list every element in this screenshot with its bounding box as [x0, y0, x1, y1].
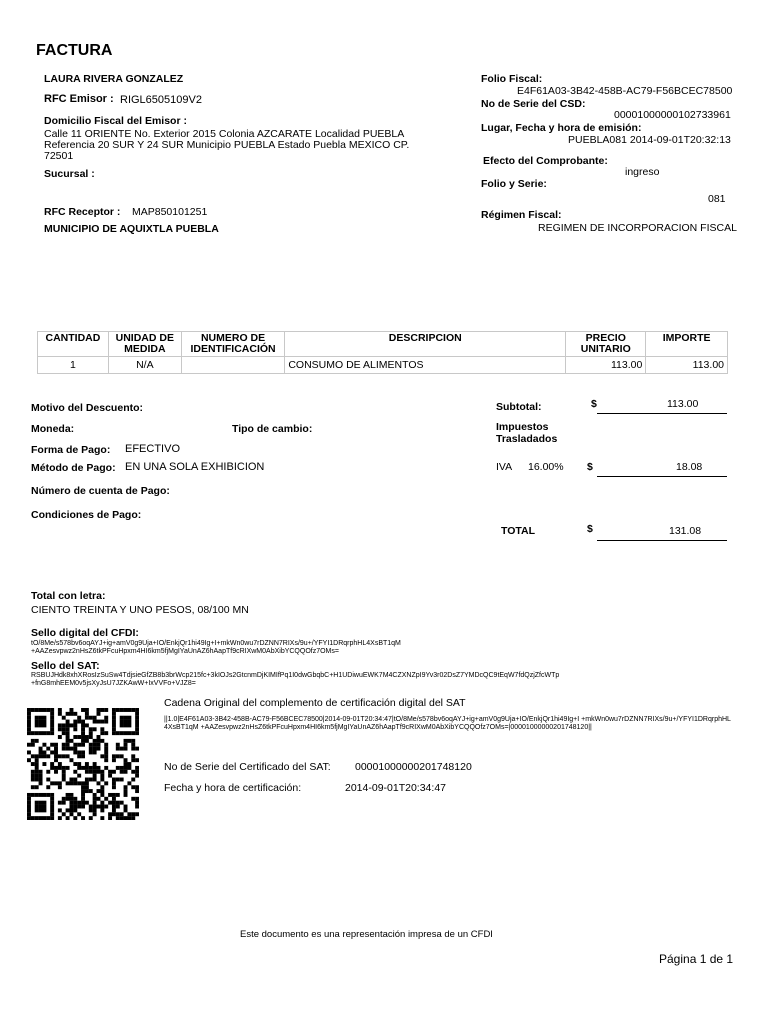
payment-method: EN UNA SOLA EXHIBICION — [125, 461, 265, 473]
sat-seal-label: Sello del SAT: — [31, 660, 100, 672]
column-header: PRECIO UNITARIO — [566, 332, 646, 357]
cell-quantity: 1 — [38, 357, 109, 374]
issuer-address-label: Domicilio Fiscal del Emisor : — [44, 115, 187, 127]
currency-symbol: $ — [587, 461, 593, 473]
regime-label: Régimen Fiscal: — [481, 209, 562, 221]
cell-description: CONSUMO DE ALIMENTOS — [285, 357, 566, 374]
subtotal-label: Subtotal: — [496, 401, 542, 413]
folio-fiscal-label: Folio Fiscal: — [481, 73, 543, 85]
payment-form-label: Forma de Pago: — [31, 444, 111, 456]
sat-date: 2014-09-01T20:34:47 — [345, 782, 446, 794]
items-table — [37, 331, 728, 374]
sat-cert-number: 00001000000201748120 — [355, 761, 472, 773]
taxes-label: Impuestos Trasladados — [496, 421, 558, 445]
amount-words: CIENTO TREINTA Y UNO PESOS, 08/100 MN — [31, 604, 249, 616]
series-label: Folio y Serie: — [481, 178, 547, 190]
effect-value: ingreso — [625, 166, 660, 178]
cell-id — [181, 357, 285, 374]
payment-form: EFECTIVO — [125, 443, 181, 455]
receiver-rfc-label: RFC Receptor : — [44, 206, 121, 218]
total-label: TOTAL — [501, 525, 536, 537]
iva-underline — [597, 476, 727, 477]
folio-fiscal: E4F61A03-3B42-458B-AC79-F56BCEC78500 — [517, 85, 733, 97]
discount-label: Motivo del Descuento: — [31, 402, 144, 414]
page-number: Página 1 de 1 — [659, 952, 734, 966]
amount-words-label: Total con letra: — [31, 590, 106, 602]
csd-number: 00001000000102733961 — [614, 109, 731, 121]
iva-value: 18.08 — [676, 461, 703, 473]
sat-seal: RSBUJHdk8xhXRosIzSuSw4TdjsieGfZB8b3brWcp215fc+3kIOJs2GtcnmDjKIMIfPq1I0dwGbqbC+H1UDiwuEWK7M4CZXNZpI9Yv3r02DsZ7YMDcQC9tEqW7fdQzjZfcWTp +fnG8mhEEM0v5jsXyJsU7JZKAwW+IxVVFo+VJZ8= — [31, 672, 560, 687]
sat-original-chain: ||1.0|E4F61A03-3B42-458B-AC79-F56BCEC78500|2014-09-01T20:34:47|tO/8Me/s578bv6oqAYJ+ig+amV0g9Uja+IO/EnkjQr1hi49Ig+I +mkWn0wu7rDZNN7RIXs/9u+/YFYI1DRqrphHL4XsBT1qM +AAZesvpwz2nHsZ6tkPFcuHpxm4HI6km5fjMgIYaUnAZ6hAapTf9cRIXwM0AbXibYCQQOfz7OMs=|00001000000201748120|| — [164, 716, 731, 731]
csd-label: No de Serie del CSD: — [481, 98, 586, 110]
column-header: CANTIDAD — [38, 332, 109, 357]
total-underline — [597, 540, 727, 541]
currency-symbol: $ — [587, 523, 593, 535]
emission-place: PUEBLA081 2014-09-01T20:32:13 — [568, 134, 731, 146]
regime-value: REGIMEN DE INCORPORACION FISCAL — [538, 222, 737, 234]
issuer-address: Calle 11 ORIENTE No. Exterior 2015 Colonia AZCARATE Localidad PUEBLA Referencia 20 SUR Y 24 SUR Municipio PUEBLA Estado Puebla MEXICO CP. 72501 — [44, 128, 410, 162]
exchange-label: Tipo de cambio: — [232, 423, 313, 435]
sat-cert-label: No de Serie del Certificado del SAT: — [164, 761, 331, 773]
currency-symbol: $ — [591, 398, 597, 410]
qr-code-icon — [27, 708, 139, 820]
currency-label: Moneda: — [31, 423, 75, 435]
column-header: IMPORTE — [646, 332, 728, 357]
cell-amount: 113.00 — [646, 357, 728, 374]
branch-label: Sucursal : — [44, 168, 95, 180]
receiver-rfc: MAP850101251 — [132, 206, 208, 218]
footer-note: Este documento es una representación impresa de un CFDI — [240, 929, 493, 940]
column-header: UNIDAD DE MEDIDA — [108, 332, 181, 357]
conditions-label: Condiciones de Pago: — [31, 509, 142, 521]
document-title: FACTURA — [36, 42, 113, 59]
iva-rate: 16.00% — [528, 461, 564, 473]
sat-date-label: Fecha y hora de certificación: — [164, 782, 302, 794]
cell-unit: N/A — [108, 357, 181, 374]
account-label: Número de cuenta de Pago: — [31, 485, 170, 497]
cfdi-seal: tO/8Me/s578bv6oqAYJ+ig+amV0g9Uja+IO/EnkjQr1hi49Ig+I+mkWn0wu7rDZNN7RIXs/9u+/YFYI1DRqrphHL4XsBT1qM +AAZesvpwz2nHsZ6tkPFcuHpxm4HI6km5fjMgIYaUnAZ6hAapTf9cRIXwM0AbXibYCQQOfz7OMs= — [31, 640, 401, 655]
issuer-rfc: RIGL6505109V2 — [120, 94, 202, 106]
series-value: 081 — [708, 193, 726, 205]
total-value: 131.08 — [669, 525, 702, 537]
subtotal-underline — [597, 413, 727, 414]
cfdi-seal-label: Sello digital del CFDI: — [31, 627, 139, 639]
subtotal-value: 113.00 — [667, 398, 699, 410]
receiver-name: MUNICIPIO DE AQUIXTLA PUEBLA — [44, 223, 219, 235]
issuer-name: LAURA RIVERA GONZALEZ — [44, 73, 184, 85]
table-header-row — [38, 332, 728, 357]
column-header: NUMERO DE IDENTIFICACIÓN — [181, 332, 285, 357]
issuer-rfc-label: RFC Emisor : — [44, 93, 114, 105]
effect-label: Efecto del Comprobante: — [483, 155, 608, 167]
column-header: DESCRIPCION — [285, 332, 566, 357]
iva-label: IVA — [496, 461, 513, 473]
table-row — [38, 357, 728, 374]
emission-place-label: Lugar, Fecha y hora de emisión: — [481, 122, 642, 134]
cell-unit-price: 113.00 — [566, 357, 646, 374]
payment-method-label: Método de Pago: — [31, 462, 116, 474]
sat-original-label: Cadena Original del complemento de certificación digital del SAT — [164, 697, 466, 709]
